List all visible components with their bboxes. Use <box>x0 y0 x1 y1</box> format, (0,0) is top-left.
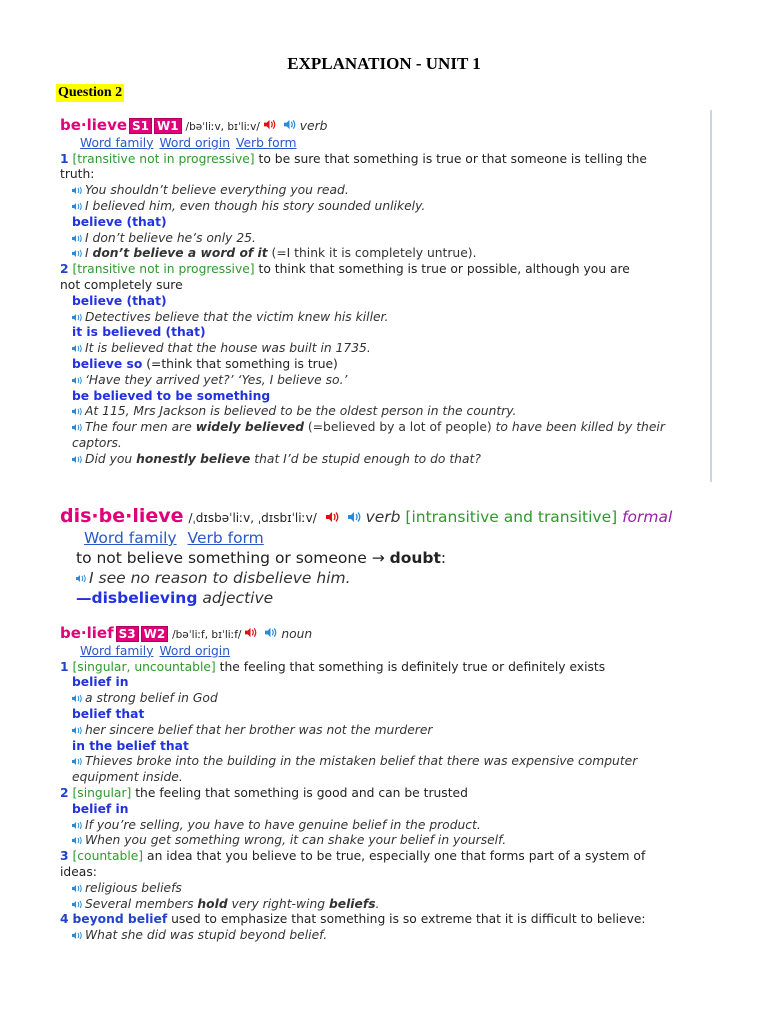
sense <box>60 152 712 263</box>
pronunciation: /bəˈliːv, bɪˈliːv/ <box>185 121 260 133</box>
example-audio-icon[interactable] <box>72 757 81 766</box>
link-word-origin[interactable]: Word origin <box>159 643 231 658</box>
example-audio-icon[interactable] <box>72 931 81 940</box>
grammar-label: [countable] <box>72 849 144 864</box>
example-audio-icon[interactable] <box>72 249 81 258</box>
pattern-gloss: (=think that something is true) <box>142 356 338 371</box>
definition-text: the feeling that something is definitely true or definitely exists <box>219 659 606 674</box>
pattern-text: believe so <box>72 356 143 371</box>
example-audio-icon[interactable] <box>72 694 81 703</box>
example-text: (=I think it is completely untrue). <box>267 246 477 261</box>
grammar-label: [singular, uncountable] <box>72 659 216 674</box>
pronunciation: /bəˈliːf, bɪˈliːf/ <box>172 629 242 641</box>
example <box>60 452 712 468</box>
sense-number: 1 <box>60 151 69 166</box>
example-gloss: very right-wing <box>227 896 329 911</box>
example-audio-icon[interactable] <box>72 376 81 385</box>
link-word-family[interactable]: Word family <box>84 529 177 547</box>
entry-links <box>60 644 712 660</box>
example-text: that I’d be stupid enough to do that? <box>250 451 481 466</box>
entry-belief <box>60 626 712 944</box>
example-text: to have been killed by their <box>495 420 665 435</box>
sense-number: 4 <box>60 912 69 927</box>
sense <box>60 849 712 912</box>
derived-form: —disbelieving adjective <box>76 589 274 607</box>
link-verb-form[interactable]: Verb form <box>187 529 264 547</box>
british-audio-icon[interactable] <box>244 627 257 643</box>
british-audio-icon[interactable] <box>263 119 276 135</box>
sense-number: 3 <box>60 849 69 864</box>
example <box>60 833 712 849</box>
grammar-label: [singular] <box>72 785 132 800</box>
british-audio-icon[interactable] <box>325 508 339 528</box>
collocation: don’t believe a word of it <box>92 246 268 261</box>
example-audio-icon[interactable] <box>72 455 81 464</box>
example-text: You shouldn’t believe everything you read. <box>85 183 349 198</box>
example-audio-icon[interactable] <box>72 821 81 830</box>
example <box>60 246 712 262</box>
sense-number: 2 <box>60 785 69 800</box>
headword: dis·be·lieve <box>60 505 184 527</box>
definition: to not believe something or someone → doubt: <box>76 549 447 567</box>
example-text: Several members <box>85 896 198 911</box>
example <box>60 404 712 420</box>
part-of-speech: verb <box>365 508 401 526</box>
grammar-pattern <box>60 357 712 373</box>
example-continued: equipment inside. <box>72 770 183 785</box>
example-text: The four men are <box>85 420 196 435</box>
example: I see no reason to disbelieve him. <box>60 568 740 588</box>
example <box>60 897 712 913</box>
example-text: Thieves broke into the building in the mistaken belief that there was expensive computer <box>85 754 638 769</box>
grammar-label: [transitive not in progressive] <box>72 262 255 277</box>
example-text: When you get something wrong, it can shake your belief in yourself. <box>85 833 507 848</box>
example-audio-icon[interactable] <box>72 186 81 195</box>
example-text: ‘Have they arrived yet?’ ‘Yes, I believe so.’ <box>85 372 348 387</box>
example-text: I believed him, even though his story sounded unlikely. <box>85 198 426 213</box>
example-audio-icon[interactable] <box>72 313 81 322</box>
example <box>60 199 712 215</box>
example <box>60 373 712 389</box>
example <box>60 754 712 770</box>
american-audio-icon[interactable] <box>347 508 361 528</box>
definition-continued: truth: <box>60 167 95 182</box>
definition-continued: not completely sure <box>60 277 183 292</box>
sense-definition <box>60 849 712 865</box>
example <box>60 420 712 436</box>
grammar-pattern: believe (that) <box>72 214 167 229</box>
example-audio-icon[interactable] <box>72 836 81 845</box>
sense-definition <box>60 152 712 168</box>
example-text: a strong belief in God <box>85 691 218 706</box>
sense <box>60 786 712 849</box>
collocation: widely believed <box>195 420 305 435</box>
example <box>60 341 712 357</box>
definition-text: to be sure that something is true or that someone is telling the <box>258 151 647 166</box>
definition-text: to think that something is true or possible, although you are <box>258 262 630 277</box>
definition-continued: ideas: <box>60 864 97 879</box>
sense-definition <box>60 786 712 802</box>
link-word-origin[interactable]: Word origin <box>159 135 231 150</box>
grammar-label: [intransitive and transitive] <box>405 508 618 526</box>
collocation: beliefs <box>328 896 376 911</box>
american-audio-icon[interactable] <box>264 627 277 643</box>
question-label: Question 2 <box>58 85 123 100</box>
example-text: If you’re selling, you have to have genuine belief in the product. <box>85 817 481 832</box>
example <box>60 691 712 707</box>
example-text: her sincere belief that her brother was not the murderer <box>85 722 433 737</box>
part-of-speech: noun <box>281 627 313 641</box>
example-audio-icon[interactable] <box>72 423 81 432</box>
example-text: What she did was stupid beyond belief. <box>85 928 328 943</box>
example-text: . <box>375 896 380 911</box>
definition-text: an idea that you believe to be true, especially one that forms part of a system of <box>147 849 646 864</box>
entry-header <box>60 118 712 136</box>
entry-header <box>60 626 712 644</box>
example-text: I don’t believe he’s only 25. <box>85 230 256 245</box>
sense-definition <box>60 912 712 928</box>
register-label: formal <box>622 508 673 526</box>
collocation: honestly believe <box>136 451 251 466</box>
example <box>60 818 712 834</box>
grammar-pattern: in the belief that <box>72 738 189 753</box>
example <box>60 928 712 944</box>
example-text: At 115, Mrs Jackson is believed to be the oldest person in the country. <box>85 404 517 419</box>
grammar-pattern: belief that <box>72 706 145 721</box>
link-verb-form[interactable]: Verb form <box>236 135 297 150</box>
pronunciation: /ˌdɪsbəˈliːv, ˌdɪsbɪˈliːv/ <box>188 511 317 525</box>
sense-definition <box>60 262 712 278</box>
entry-links <box>60 528 740 548</box>
page-title: EXPLANATION - UNIT 1 <box>287 54 481 73</box>
example-text: Detectives believe that the victim knew his killer. <box>85 309 389 324</box>
headword: be·lieve <box>60 116 128 134</box>
example-text: I <box>85 246 93 261</box>
example-audio-icon[interactable] <box>72 234 81 243</box>
grammar-pattern: belief in <box>72 675 129 690</box>
american-audio-icon[interactable] <box>283 119 296 135</box>
entry-links <box>60 136 712 152</box>
example-audio-icon[interactable] <box>72 726 81 735</box>
example-audio-icon[interactable] <box>72 202 81 211</box>
example <box>60 723 712 739</box>
sense-number: 2 <box>60 262 69 277</box>
grammar-pattern: be believed to be something <box>72 388 271 403</box>
link-word-family[interactable]: Word family <box>80 643 154 658</box>
example <box>60 183 712 199</box>
sense-definition <box>60 660 712 676</box>
entry-disbelieve <box>60 506 740 608</box>
part-of-speech: verb <box>299 119 328 133</box>
sense <box>60 912 712 944</box>
example-audio-icon[interactable] <box>76 574 85 583</box>
frequency-badge: S1 <box>129 118 152 134</box>
sense <box>60 660 712 786</box>
example <box>60 881 712 897</box>
phrase: beyond belief <box>72 912 168 927</box>
frequency-badge: S3 <box>116 626 139 642</box>
example-audio-icon[interactable] <box>72 407 81 416</box>
definition-text: the feeling that something is good and can be trusted <box>135 785 468 800</box>
example <box>60 310 712 326</box>
example-text: It is believed that the house was built in 1735. <box>85 341 371 356</box>
example-audio-icon[interactable] <box>72 344 81 353</box>
collocation: hold <box>197 896 228 911</box>
sense-number: 1 <box>60 659 69 674</box>
grammar-pattern: believe (that) <box>72 293 167 308</box>
example <box>60 231 712 247</box>
example-text: Did you <box>85 451 137 466</box>
frequency-badge: W1 <box>154 118 182 134</box>
example-continued: captors. <box>72 435 122 450</box>
headword: be·lief <box>60 624 114 642</box>
sense <box>60 262 712 467</box>
definition-text: used to emphasize that something is so extreme that it is difficult to believe: <box>167 912 646 927</box>
example-audio-icon[interactable] <box>72 900 81 909</box>
grammar-pattern: it is believed (that) <box>72 325 206 340</box>
entry-believe <box>60 118 712 468</box>
example-audio-icon[interactable] <box>72 884 81 893</box>
grammar-pattern: belief in <box>72 801 129 816</box>
grammar-label: [transitive not in progressive] <box>72 151 255 166</box>
example-text: religious beliefs <box>85 880 182 895</box>
frequency-badge: W2 <box>141 626 169 642</box>
example-gloss: (=believed by a lot of people) <box>304 420 496 435</box>
link-word-family[interactable]: Word family <box>80 135 154 150</box>
